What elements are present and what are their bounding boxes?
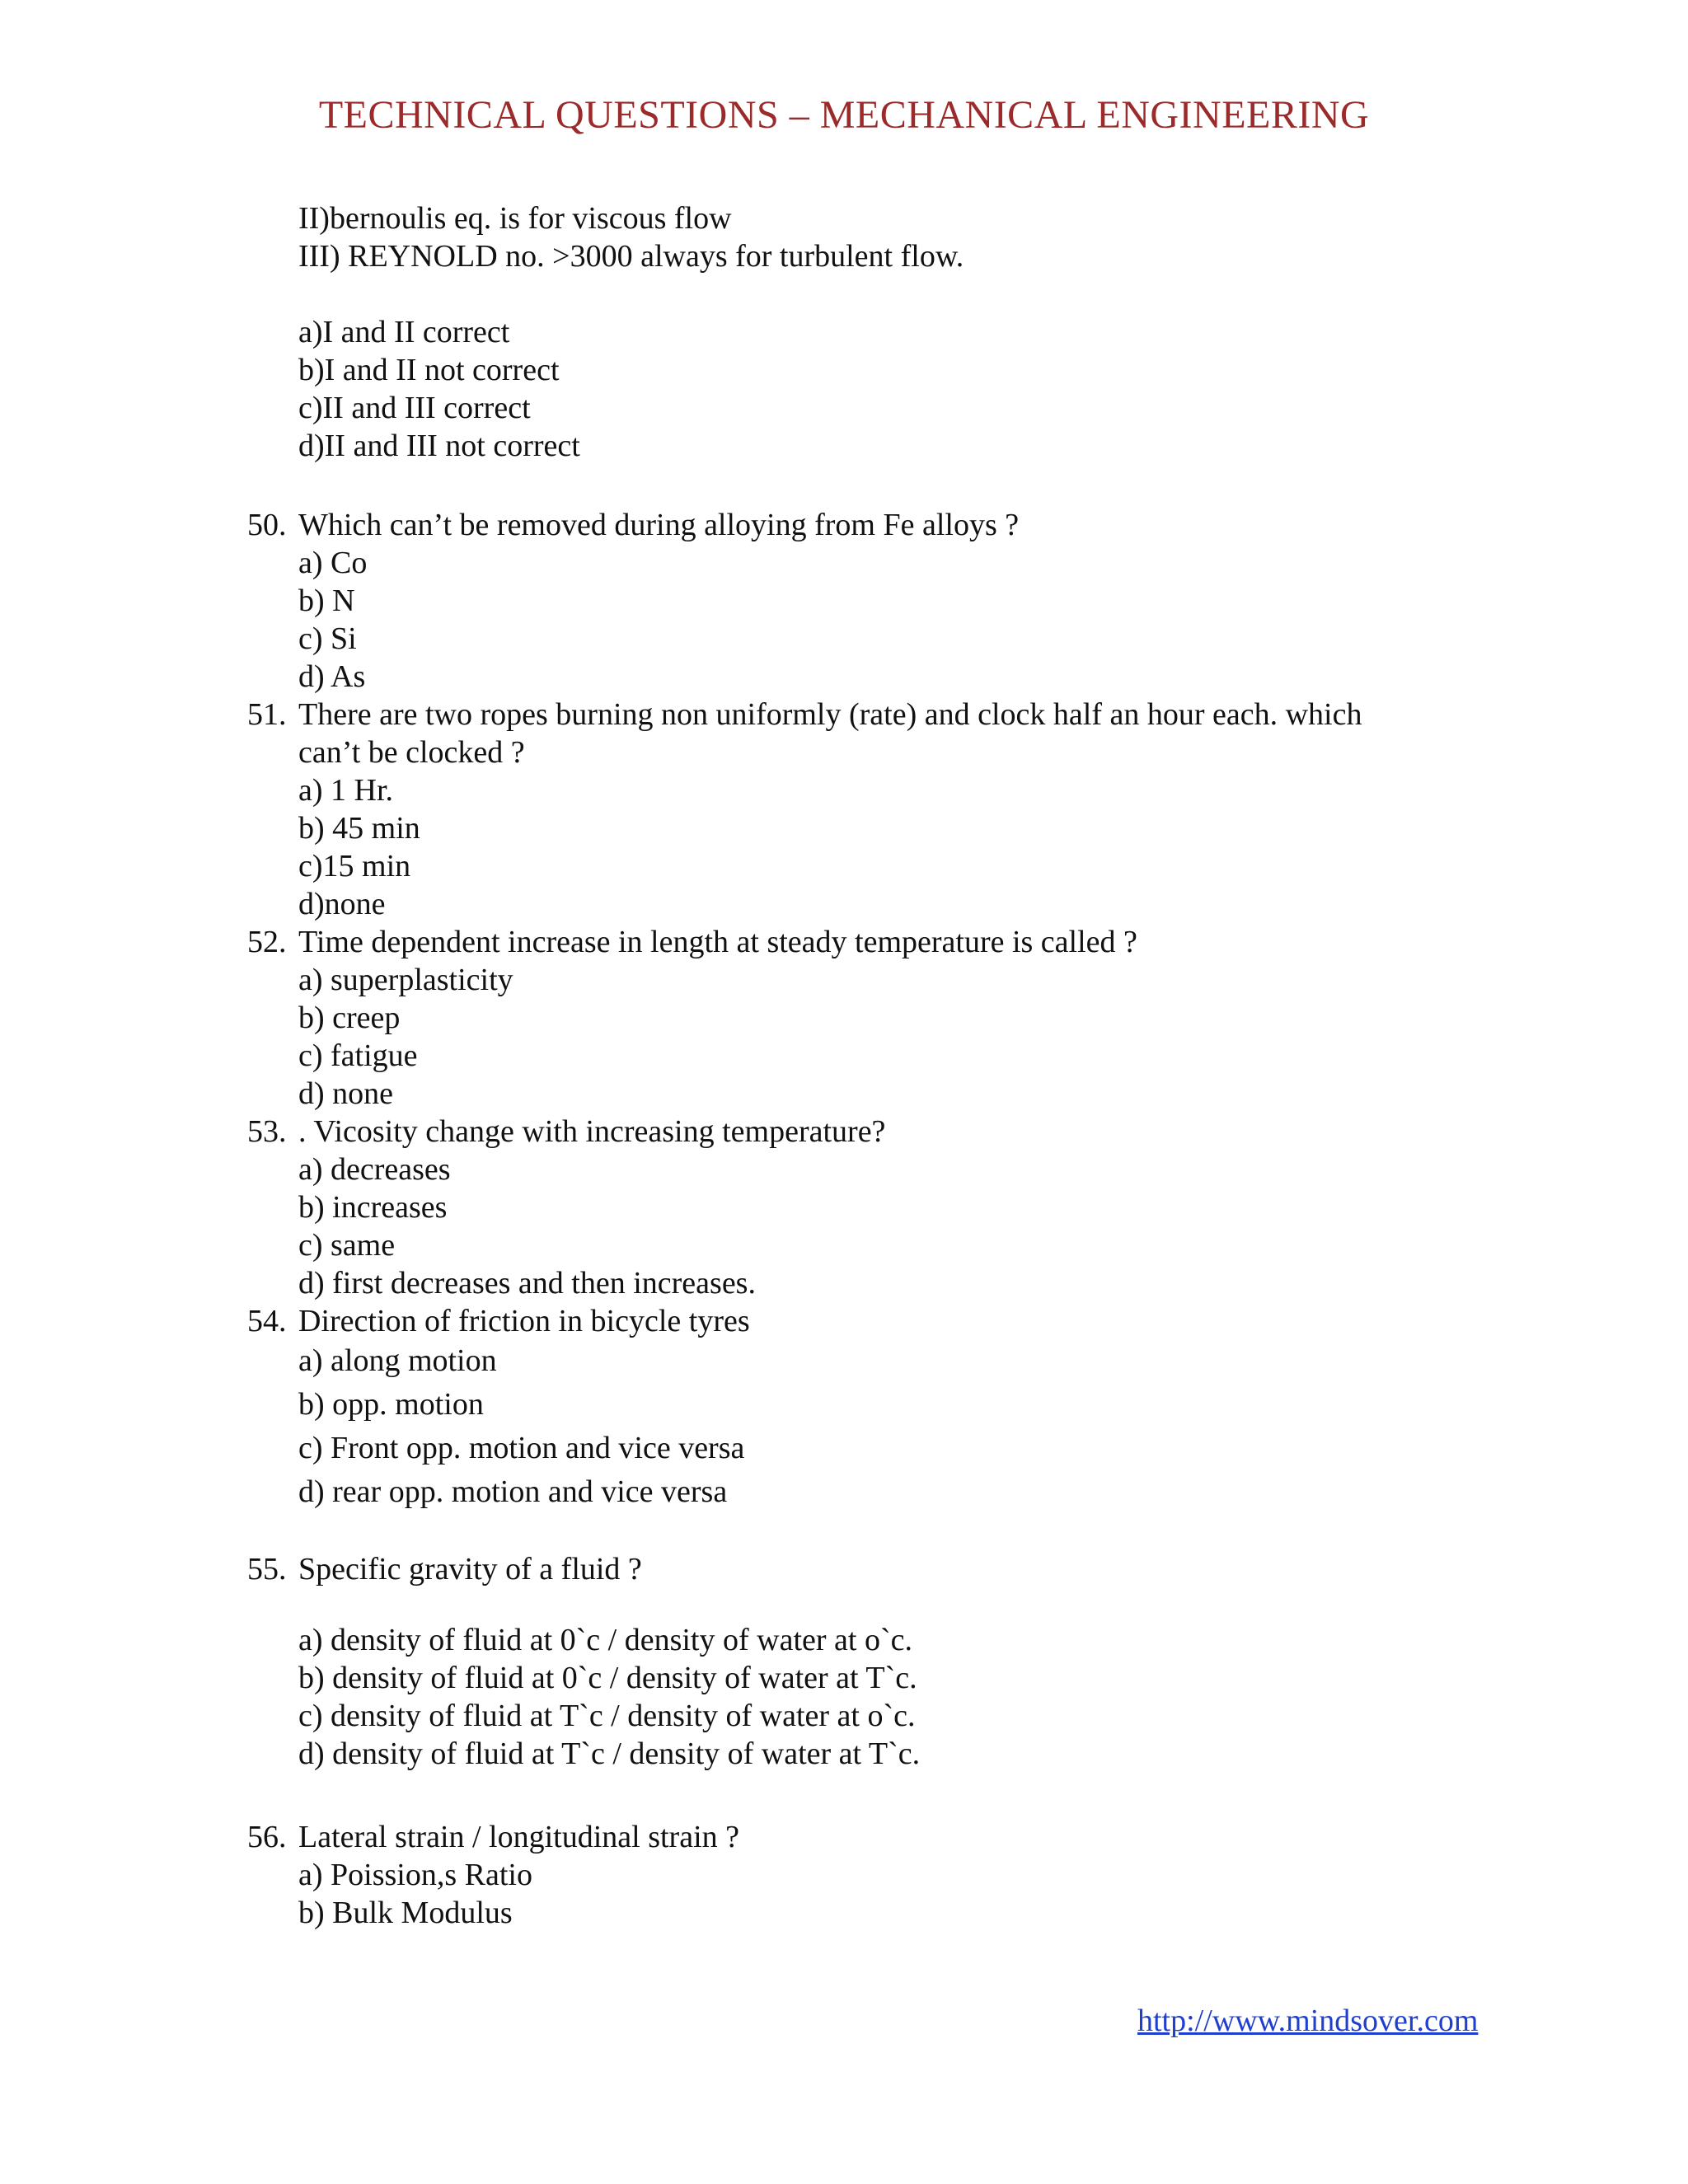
statement-3: III) REYNOLD no. >3000 always for turbulent flow. [298, 239, 964, 274]
option-b: b) 45 min [298, 811, 420, 846]
question-text: Specific gravity of a fluid ? [298, 1552, 642, 1586]
option-a: a) decreases [298, 1152, 451, 1187]
question-50 [0, 506, 1688, 544]
question-54 [0, 1302, 1688, 1516]
statement-2: II)bernoulis eq. is for viscous flow [298, 201, 732, 236]
option-a: a) superplasticity [298, 963, 513, 997]
footer-website-link[interactable]: http://www.mindsover.com [1137, 2004, 1479, 2038]
option-b: b) density of fluid at 0`c / density of water at T`c. [298, 1661, 917, 1695]
question-49-continued [0, 199, 1688, 465]
question-text: . Vicosity change with increasing temperature? [298, 1114, 886, 1149]
option-a: a) along motion [298, 1343, 497, 1378]
question-53 [0, 1113, 1688, 1151]
question-text: There are two ropes burning non uniformly (rate) and clock half an hour each. which [298, 697, 1362, 732]
question-number: 51. [247, 697, 287, 732]
question-text: Time dependent increase in length at steady temperature is called ? [298, 925, 1137, 959]
question-52 [0, 923, 1688, 961]
option-d: d) As [298, 659, 366, 694]
question-text-continued: can’t be clocked ? [298, 735, 525, 770]
option-c: c) Front opp. motion and vice versa [298, 1431, 745, 1465]
option-b: b) opp. motion [298, 1387, 484, 1422]
question-56 [0, 1818, 1688, 1932]
option-a: a) density of fluid at 0`c / density of water at o`c. [298, 1623, 912, 1657]
option-c: c)II and III correct [298, 391, 531, 425]
question-55 [0, 1550, 1688, 1773]
question-text: Which can’t be removed during alloying from Fe alloys ? [298, 508, 1020, 542]
question-text: Direction of friction in bicycle tyres [298, 1304, 750, 1338]
option-d: d) none [298, 1076, 394, 1111]
option-b: b) creep [298, 1001, 401, 1035]
option-c: c) same [298, 1228, 396, 1263]
question-text: Lateral strain / longitudinal strain ? [298, 1820, 740, 1854]
question-number: 55. [247, 1552, 287, 1586]
option-a: a) Co [298, 546, 368, 580]
option-a: a) 1 Hr. [298, 773, 394, 808]
option-c: c) density of fluid at T`c / density of water at o`c. [298, 1699, 916, 1733]
option-d: d)none [298, 887, 386, 921]
option-d: d)II and III not correct [298, 429, 580, 463]
option-c: c) fatigue [298, 1038, 418, 1073]
option-d: d) rear opp. motion and vice versa [298, 1474, 728, 1509]
option-b: b) increases [298, 1190, 448, 1225]
question-number: 56. [247, 1820, 287, 1854]
question-number: 54. [247, 1304, 287, 1338]
option-b: b) Bulk Modulus [298, 1896, 513, 1930]
option-b: b)I and II not correct [298, 353, 560, 387]
option-d: d) first decreases and then increases. [298, 1266, 756, 1301]
question-number: 52. [247, 925, 287, 959]
question-51 [0, 696, 1688, 733]
option-c: c)15 min [298, 849, 411, 883]
question-number: 53. [247, 1114, 287, 1149]
option-c: c) Si [298, 621, 357, 656]
option-a: a) Poission,s Ratio [298, 1858, 532, 1892]
questions-50-53 [0, 506, 1688, 1302]
option-b: b) N [298, 583, 355, 618]
question-number: 50. [247, 508, 287, 542]
option-d: d) density of fluid at T`c / density of water at T`c. [298, 1736, 921, 1771]
page-title: TECHNICAL QUESTIONS – MECHANICAL ENGINEERING [318, 93, 1370, 137]
option-a: a)I and II correct [298, 315, 510, 349]
